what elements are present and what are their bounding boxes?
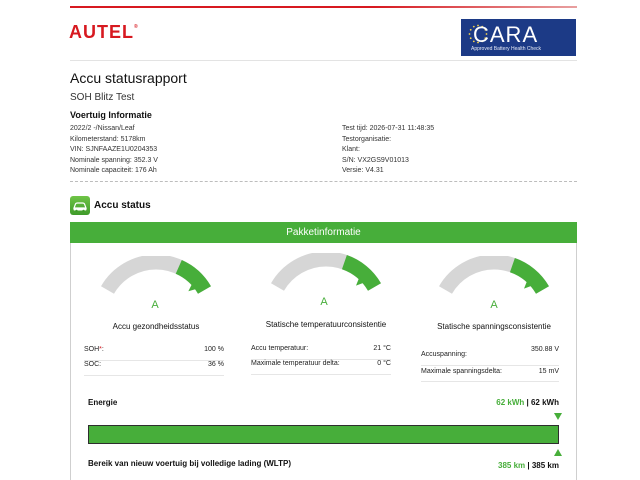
soh-label: SOH*: xyxy=(84,346,104,353)
voltage-grade: A xyxy=(490,299,498,311)
soh-gauge xyxy=(84,256,228,312)
range-label: Bereik van nieuw voertuig bij volledige lading (WLTP) xyxy=(88,459,291,468)
max-voltage-delta-label: Maximale spanningsdelta: xyxy=(421,368,502,375)
autel-logo xyxy=(69,22,139,43)
voltage-gauge xyxy=(422,256,566,312)
logo-text: AUTEL xyxy=(69,22,134,42)
energy-bar-fill xyxy=(89,426,558,443)
software-version: Versie: V4.31 xyxy=(342,167,384,174)
battery-temperature-value: 21 °C xyxy=(373,345,391,352)
energy-bar xyxy=(88,425,559,444)
vehicle-mileage: Kilometerstand: 5178km xyxy=(70,135,146,143)
vehicle-info-left xyxy=(70,124,158,177)
section-divider xyxy=(70,181,577,182)
vehicle-nominal-voltage: Nominale spanning: 352.3 V xyxy=(70,156,158,164)
energy-label: Energie xyxy=(88,398,118,407)
temperature-grade: A xyxy=(320,296,328,308)
energy-total: 62 kWh xyxy=(530,398,559,407)
logo-registered-mark: ® xyxy=(134,24,139,30)
vehicle-model: 2022/2 -/Nissan/Leaf xyxy=(70,125,135,132)
soh-row xyxy=(84,346,224,361)
range-separator: | xyxy=(525,461,532,470)
serial-number: S/N: VX2GS9V01013 xyxy=(342,156,409,164)
soc-value: 36 % xyxy=(208,361,224,368)
max-temperature-delta-value: 0 °C xyxy=(377,360,391,367)
header-divider xyxy=(70,60,577,61)
vehicle-nominal-capacity: Nominale capaciteit: 176 Ah xyxy=(70,167,157,174)
vehicle-info-heading: Voertuig Informatie xyxy=(70,110,152,120)
soh-gauge-title: Accu gezondheidsstatus xyxy=(112,322,200,331)
soh-value: 100 % xyxy=(204,346,224,353)
customer: Klant: xyxy=(342,146,360,153)
soc-row xyxy=(84,361,224,376)
temperature-gauge xyxy=(254,253,398,309)
range-total: 385 km xyxy=(531,461,559,470)
vehicle-vin: VIN: SJNFAAZE1U0204353 xyxy=(70,146,158,153)
cara-brand-text: CARA xyxy=(473,22,539,47)
range-value xyxy=(498,461,559,470)
battery-voltage-row xyxy=(421,346,559,366)
battery-voltage-label: Accuspanning: xyxy=(421,351,467,358)
cara-badge xyxy=(461,19,576,56)
page-subtitle: SOH Blitz Test xyxy=(70,92,135,103)
soh-grade: A xyxy=(151,299,159,311)
test-time: Test tijd: 2026-07-31 11:48:35 xyxy=(342,125,435,132)
battery-voltage-value: 350.88 V xyxy=(530,346,559,353)
soc-label: SOC: xyxy=(84,361,102,368)
voltage-gauge-title: Statische spanningsconsistentie xyxy=(437,322,551,331)
package-info-header: Pakketinformatie xyxy=(70,222,577,243)
max-voltage-delta-value: 15 mV xyxy=(538,368,559,375)
energy-separator: | xyxy=(524,398,531,407)
page-title: Accu statusrapport xyxy=(70,70,187,86)
energy-marker-icon xyxy=(554,413,562,420)
battery-temperature-label: Accu temperatuur: xyxy=(251,345,309,352)
accu-status-heading: Accu status xyxy=(94,200,151,211)
vehicle-info-right xyxy=(342,124,434,177)
header-top-line xyxy=(70,6,577,8)
cara-subtitle: Approved Battery Health Check xyxy=(471,46,542,52)
battery-car-icon xyxy=(70,196,90,215)
battery-temperature-row xyxy=(251,345,391,360)
test-organisation: Testorganisatie: xyxy=(342,135,392,143)
energy-current: 62 kWh xyxy=(496,398,525,407)
range-marker-icon xyxy=(554,449,562,456)
temperature-gauge-title: Statische temperatuurconsistentie xyxy=(265,320,387,329)
max-voltage-delta-row xyxy=(421,368,559,382)
max-temperature-delta-label: Maximale temperatuur delta: xyxy=(251,360,340,367)
range-current: 385 km xyxy=(498,461,526,470)
energy-value xyxy=(496,398,559,407)
max-temperature-delta-row xyxy=(251,360,391,375)
